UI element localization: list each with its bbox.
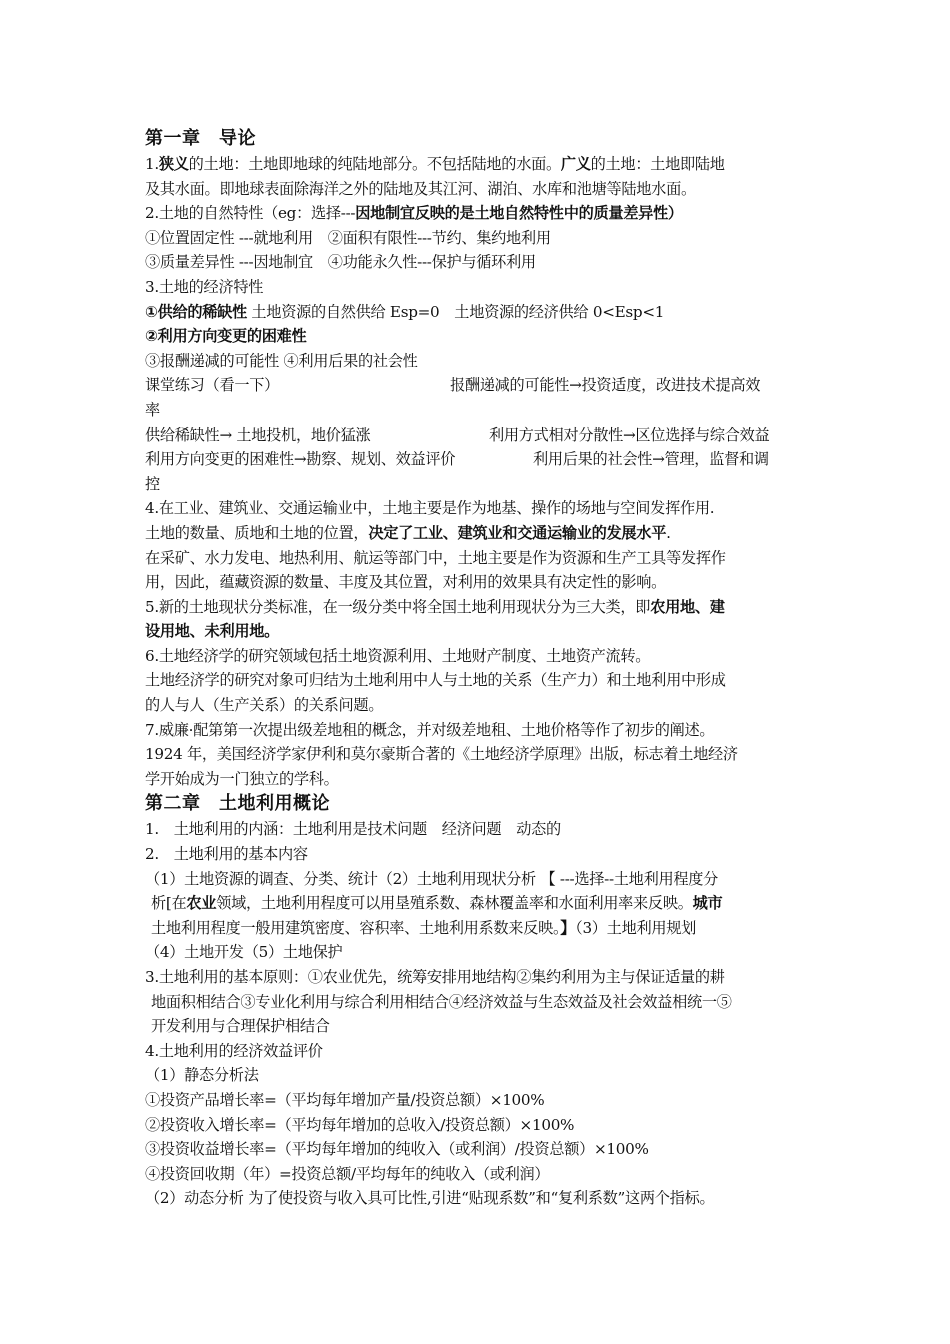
ch1-line-12: 供给稀缺性→ 土地投机，地价猛涨 利用方式相对分散性→区位选择与综合效益 bbox=[145, 425, 770, 444]
ch1-line-23: 的人与人（生产关系）的关系问题。 bbox=[145, 696, 384, 715]
ch2-line-5: 土地利用程度一般用建筑密度、容积率、土地利用系数来反映。】（3）土地利用规划 bbox=[151, 918, 697, 937]
ch2-line-14: ③投资收益增长率=（平均每年增加的纯收入（或利润）/投资总额）×100% bbox=[145, 1140, 649, 1159]
ch2-line-6: （4）土地开发（5）土地保护 bbox=[145, 943, 343, 962]
ch1-line-25: 1924 年，美国经济学家伊利和莫尔豪斯合著的《土地经济学原理》出版，标志着土地经济 bbox=[145, 745, 738, 764]
ch1-line-7: ①供给的稀缺性 土地资源的自然供给 Esp=0 土地资源的经济供给 0<Esp<1 bbox=[145, 302, 665, 321]
ch2-line-13: ②投资收入增长率=（平均每年增加的总收入/投资总额）×100% bbox=[145, 1115, 575, 1134]
ch1-line-9: ③报酬递减的可能性 ④利用后果的社会性 bbox=[145, 351, 418, 370]
ch1-line-6: 3.土地的经济特性 bbox=[145, 277, 264, 296]
ch1-line-16: 土地的数量、质地和土地的位置，决定了工业、建筑业和交通运输业的发展水平. bbox=[145, 523, 671, 542]
ch2-line-8: 地面积相结合③专业化利用与综合利用相结合④经济效益与生态效益及社会效益相统一⑤ bbox=[151, 992, 732, 1011]
ch1-line-11: 率 bbox=[145, 400, 160, 419]
ch1-line-14: 控 bbox=[145, 474, 160, 493]
ch2-line-15: ④投资回收期（年）=投资总额/平均每年的纯收入（或利润） bbox=[145, 1164, 550, 1183]
ch1-line-24: 7.威廉·配第第一次提出级差地租的概念，并对级差地租、土地价格等作了初步的阐述。 bbox=[145, 720, 715, 739]
ch2-line-7: 3.土地利用的基本原则：①农业优先，统筹安排用地结构②集约利用为主与保证适量的耕 bbox=[145, 968, 725, 986]
ch2-line-12: ①投资产品增长率=（平均每年增加产量/投资总额）×100% bbox=[145, 1090, 545, 1109]
ch1-line-8: ②利用方向变更的困难性 bbox=[145, 327, 307, 346]
ch2-line-4: 析[在农业领域，土地利用程度可以用垦殖系数、森林覆盖率和水面利用率来反映。城市 bbox=[151, 894, 723, 913]
ch1-line-15: 4.在工业、建筑业、交通运输业中，土地主要是作为地基、操作的场地与空间发挥作用. bbox=[145, 499, 715, 518]
ch1-line-17: 在采矿、水力发电、地热利用、航运等部门中，土地主要是作为资源和生产工具等发挥作 bbox=[145, 548, 726, 567]
document-page bbox=[145, 126, 813, 1211]
ch2-line-3: （1）土地资源的调查、分类、统计（2）土地利用现状分析 【 ---选择--土地利用程度分 bbox=[145, 869, 719, 888]
ch1-line-18: 用，因此，蕴藏资源的数量、丰度及其位置，对利用的效果具有决定性的影响。 bbox=[145, 573, 667, 592]
ch2-line-1: 1. 土地利用的内涵：土地利用是技术问题 经济问题 动态的 bbox=[145, 820, 561, 839]
ch1-line-19: 5.新的土地现状分类标准，在一级分类中将全国土地利用现状分为三大类，即农用地、建 bbox=[145, 597, 725, 616]
ch2-line-9: 开发利用与合理保护相结合 bbox=[151, 1017, 330, 1036]
ch1-line-26: 学开始成为一门独立的学科。 bbox=[145, 769, 339, 788]
ch2-line-11: （1）静态分析法 bbox=[145, 1066, 259, 1085]
ch1-line-20: 设用地、未利用地。 bbox=[145, 622, 279, 641]
ch1-line-13: 利用方向变更的困难性→勘察、规划、效益评价 利用后果的社会性→管理，监督和调 bbox=[145, 450, 769, 469]
ch2-line-2: 2. 土地利用的基本内容 bbox=[145, 845, 308, 864]
chapter-2-title: 第二章 土地利用概论 bbox=[145, 793, 330, 815]
ch1-line-1: 1.狭义的土地：土地即地球的纯陆地部分。不包括陆地的水面。广义的土地：土地即陆地 bbox=[145, 155, 725, 173]
ch1-line-22: 土地经济学的研究对象可归结为土地利用中人与土地的关系（生产力）和土地利用中形成 bbox=[145, 671, 726, 690]
ch2-line-16: （2）动态分析 为了使投资与收入具可比性,引进“贴现系数”和“复利系数”这两个指标。 bbox=[145, 1189, 715, 1208]
ch1-line-4: ①位置固定性 ---就地利用 ②面积有限性---节约、集约地利用 bbox=[145, 228, 551, 247]
ch1-line-21: 6.土地经济学的研究领域包括土地资源利用、土地财产制度、土地资产流转。 bbox=[145, 646, 651, 665]
ch1-line-5: ③质量差异性 ---因地制宜 ④功能永久性---保护与循环利用 bbox=[145, 253, 536, 272]
chapter-1-title: 第一章 导论 bbox=[145, 128, 256, 149]
ch1-line-3: 2.土地的自然特性（eg：选择---因地制宜反映的是土地自然特性中的质量差异性） bbox=[145, 204, 683, 223]
ch2-line-10: 4.土地利用的经济效益评价 bbox=[145, 1041, 323, 1060]
ch1-line-2: 及其水面。即地球表面除海洋之外的陆地及其江河、湖泊、水库和池塘等陆地水面。 bbox=[145, 179, 696, 198]
ch1-line-10: 课堂练习（看一下） 报酬递减的可能性→投资适度，改进技术提高效 bbox=[145, 376, 761, 395]
